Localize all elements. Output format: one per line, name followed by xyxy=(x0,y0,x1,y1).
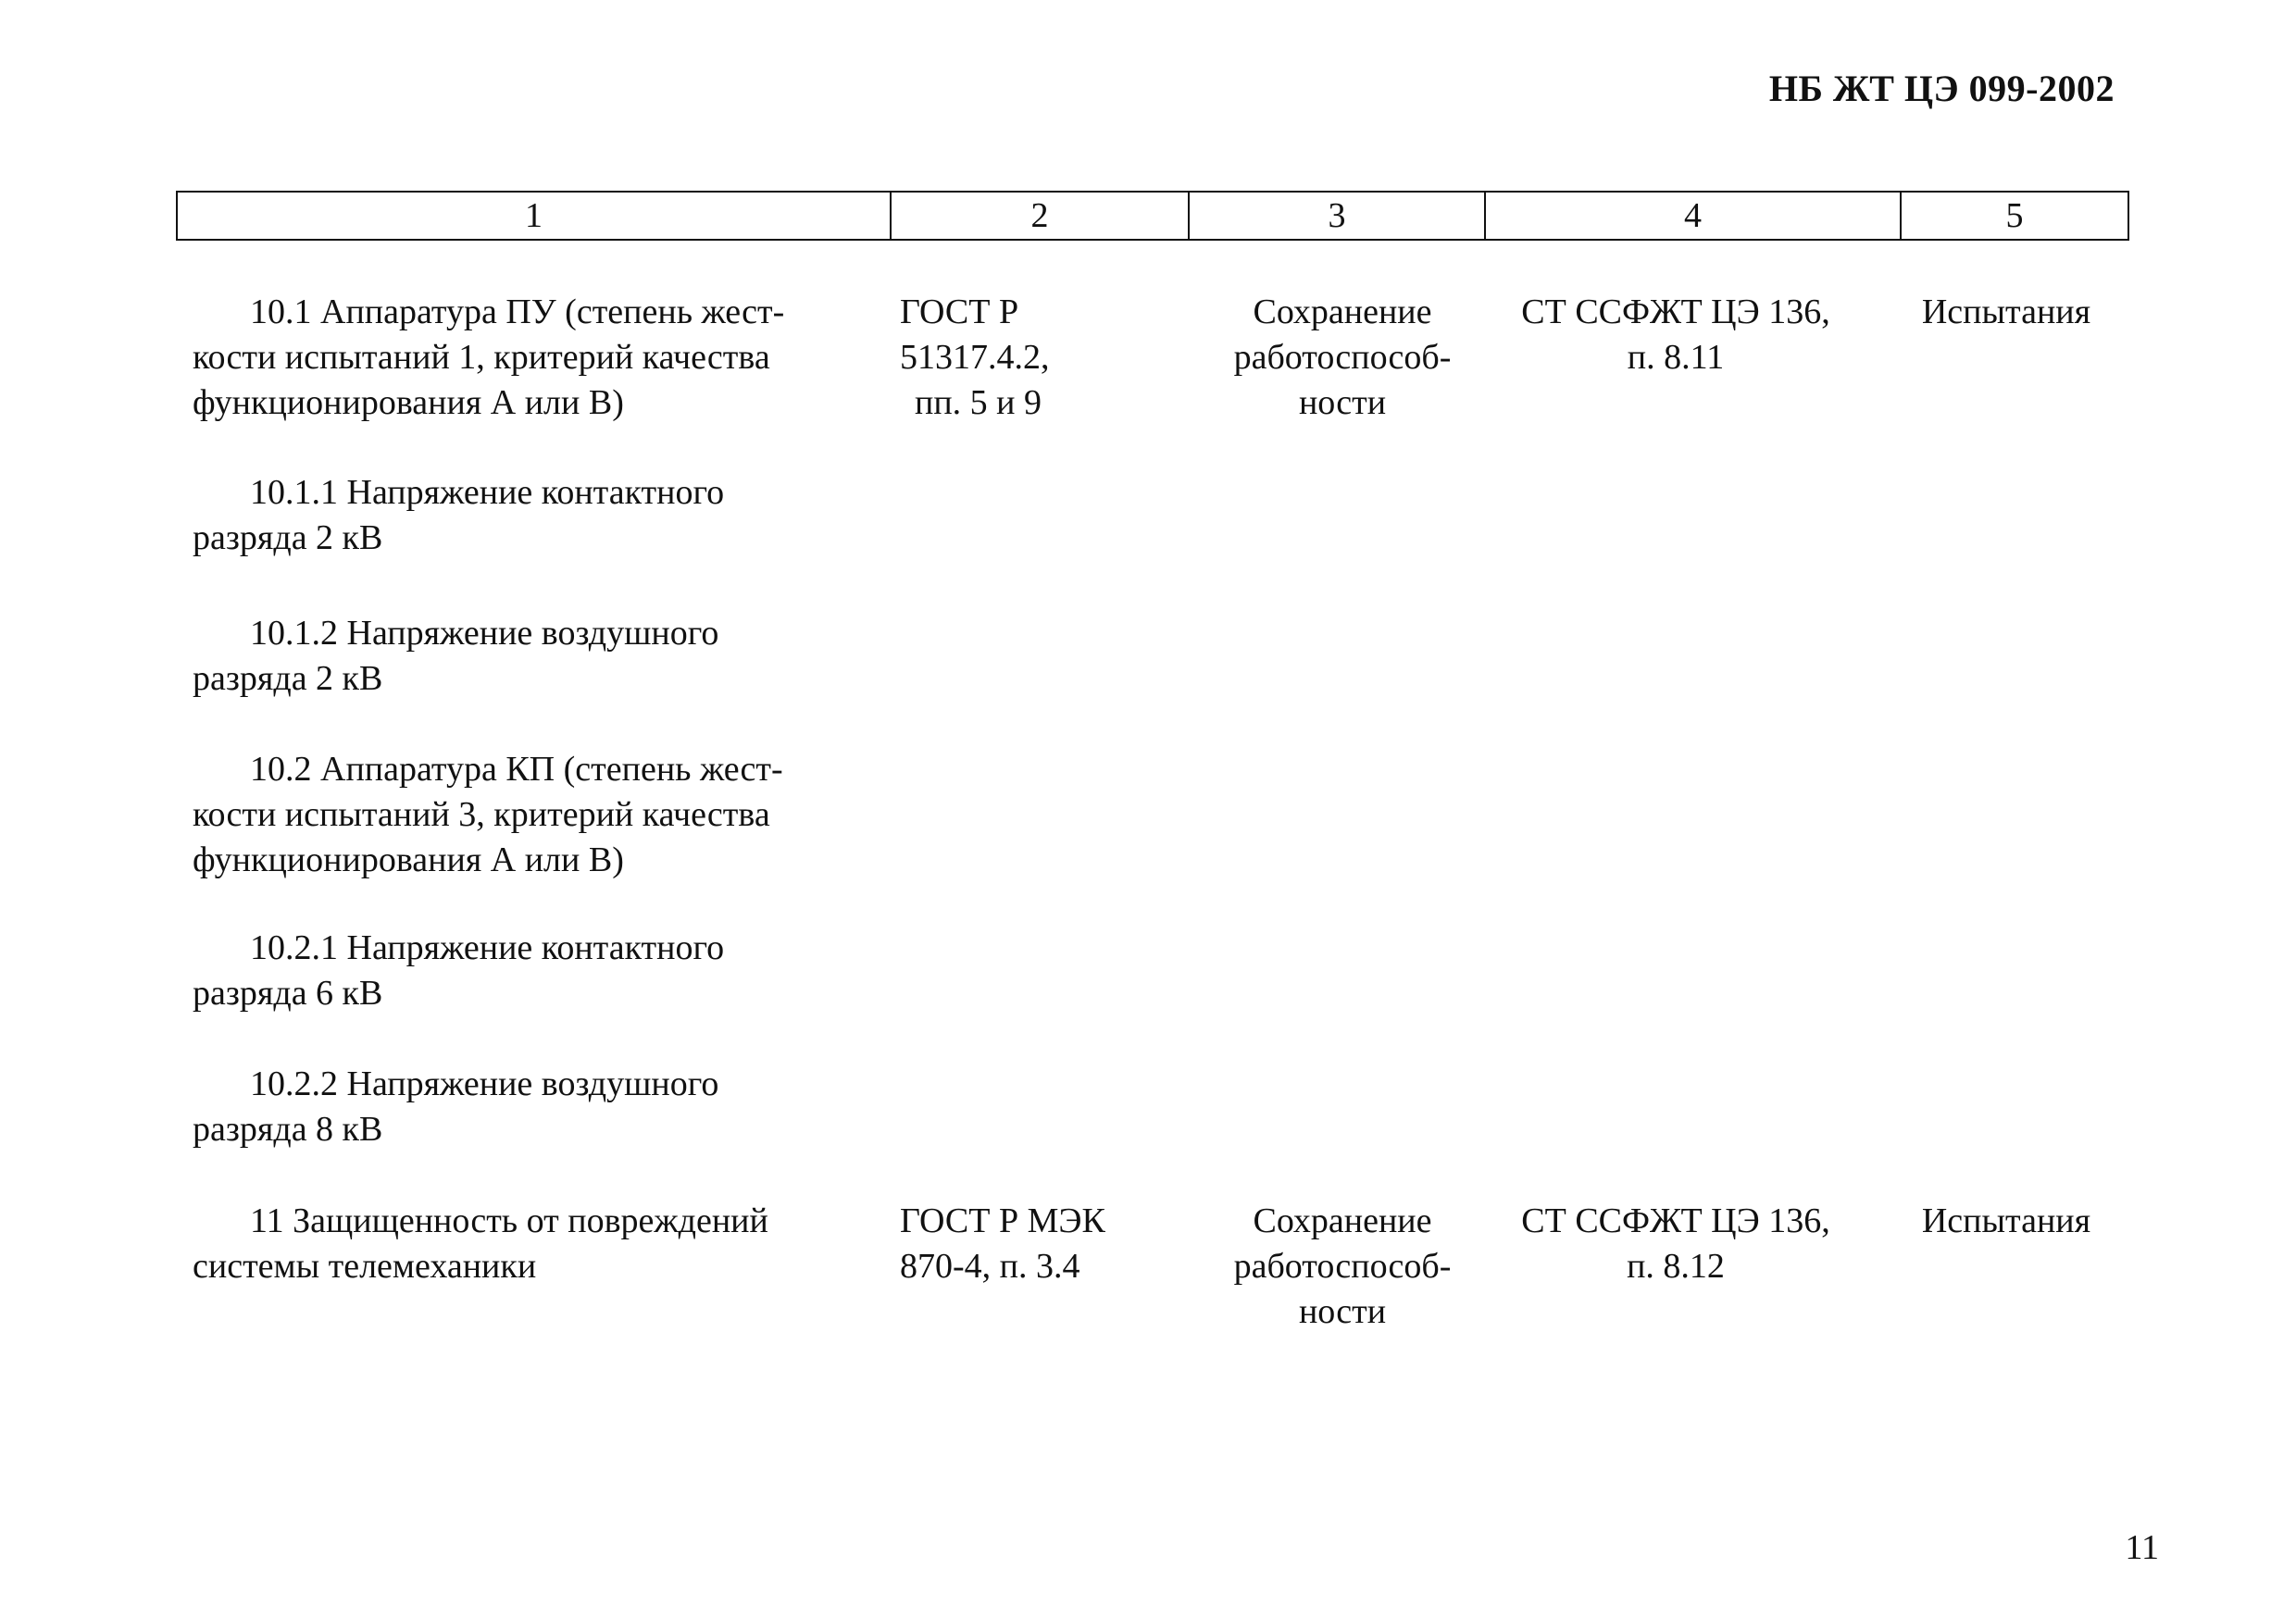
column-number-1: 1 xyxy=(177,192,891,240)
text-line: разряда 2 кВ xyxy=(193,659,383,698)
row-10-1-description xyxy=(193,290,784,426)
text-line: 870-4, п. 3.4 xyxy=(900,1247,1080,1286)
text-line: функционирования А или В) xyxy=(193,383,624,422)
text-line: разряда 6 кВ xyxy=(193,974,383,1013)
row-11-method xyxy=(1472,1199,1879,1289)
text-line: функционирования А или В) xyxy=(193,840,624,879)
page-number: 11 xyxy=(2125,1528,2159,1567)
text-line: разряда 2 кВ xyxy=(193,518,383,557)
text-line: ГОСТ Р xyxy=(900,292,1019,331)
text-line: 51317.4.2, xyxy=(900,338,1050,377)
text-line: п. 8.11 xyxy=(1627,338,1725,377)
text-line: Испытания xyxy=(1921,292,2091,331)
row-10-2-description xyxy=(193,747,783,883)
row-11-standard xyxy=(900,1199,1105,1289)
text-line: 10.2.2 Напряжение воздушного xyxy=(250,1064,719,1103)
text-line: разряда 8 кВ xyxy=(193,1110,383,1149)
row-10-1-standard xyxy=(900,290,1050,426)
text-line: п. 8.12 xyxy=(1627,1247,1725,1286)
text-line: 10.1 Аппаратура ПУ (степень жест- xyxy=(250,292,785,331)
row-10-1-criterion xyxy=(1195,290,1490,426)
text-line: СТ ССФЖТ ЦЭ 136, xyxy=(1521,292,1830,331)
text-line: пп. 5 и 9 xyxy=(915,383,1042,422)
text-line: 10.1.1 Напряжение контактного xyxy=(250,473,725,512)
text-line: 10.2 Аппаратура КП (степень жест- xyxy=(250,750,783,789)
row-10-1-1-description xyxy=(193,470,724,561)
text-line: кости испытаний 3, критерий качества xyxy=(193,795,770,834)
document-code: НБ ЖТ ЦЭ 099-2002 xyxy=(1768,68,2115,109)
text-line: работоспособ- xyxy=(1233,1247,1452,1286)
text-line: кости испытаний 1, критерий качества xyxy=(193,338,770,377)
column-number-3: 3 xyxy=(1189,192,1485,240)
row-11-check-type xyxy=(1883,1199,2129,1244)
column-number-2: 2 xyxy=(891,192,1189,240)
row-11-description xyxy=(193,1199,768,1289)
text-line: Испытания xyxy=(1921,1201,2091,1240)
row-10-2-1-description xyxy=(193,926,724,1016)
row-10-1-2-description xyxy=(193,611,718,702)
text-line: 10.2.1 Напряжение контактного xyxy=(250,928,725,967)
text-line: ности xyxy=(1298,1292,1387,1331)
column-number-4: 4 xyxy=(1485,192,1901,240)
text-line: 11 Защищенность от повреждений xyxy=(250,1201,768,1240)
row-10-2-2-description xyxy=(193,1062,718,1152)
text-line: работоспособ- xyxy=(1233,338,1452,377)
column-number-header xyxy=(176,191,2129,241)
text-line: СТ ССФЖТ ЦЭ 136, xyxy=(1521,1201,1830,1240)
column-number-5: 5 xyxy=(1901,192,2128,240)
text-line: ГОСТ Р МЭК xyxy=(900,1201,1105,1240)
row-10-1-check-type xyxy=(1883,290,2129,335)
row-10-1-method xyxy=(1472,290,1879,380)
text-line: системы телемеханики xyxy=(193,1247,537,1286)
row-11-criterion xyxy=(1195,1199,1490,1335)
text-line: ности xyxy=(1298,383,1387,422)
text-line: Сохранение xyxy=(1253,1201,1432,1240)
text-line: 10.1.2 Напряжение воздушного xyxy=(250,614,719,653)
text-line: Сохранение xyxy=(1253,292,1432,331)
